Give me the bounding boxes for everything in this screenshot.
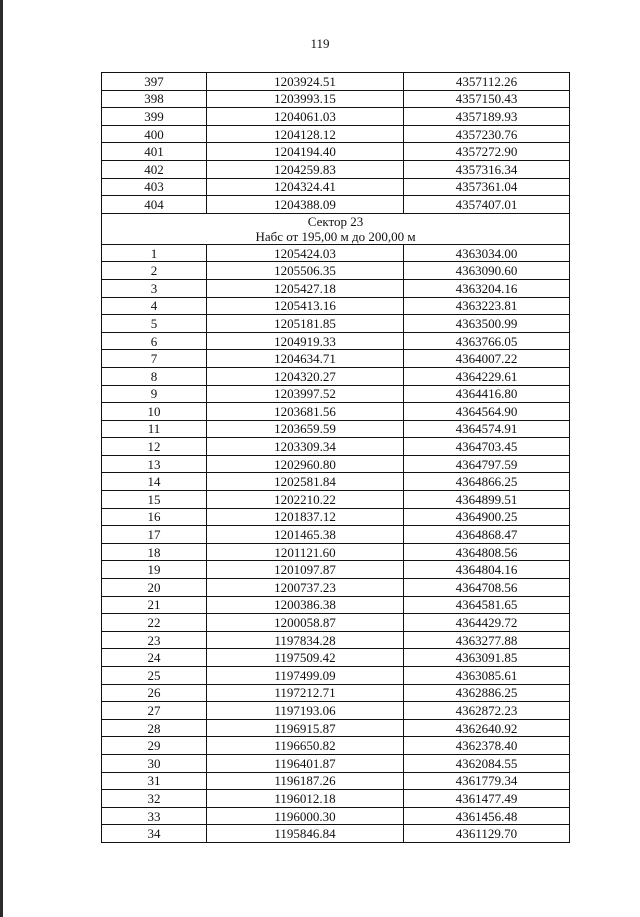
x-coordinate-cell: 1197499.09	[207, 667, 404, 685]
x-coordinate-cell: 1196915.87	[207, 719, 404, 737]
x-coordinate-cell: 1200737.23	[207, 579, 404, 597]
point-number-cell: 404	[102, 196, 207, 214]
table-row	[102, 403, 570, 421]
point-number-cell: 14	[102, 473, 207, 491]
x-coordinate-cell: 1204061.03	[207, 108, 404, 126]
y-coordinate-cell: 4361477.49	[404, 790, 570, 808]
point-number-cell: 4	[102, 297, 207, 315]
table-row	[102, 196, 570, 214]
y-coordinate-cell: 4357189.93	[404, 108, 570, 126]
sector-header-cell	[102, 213, 570, 244]
y-coordinate-cell: 4357316.34	[404, 160, 570, 178]
x-coordinate-cell: 1200386.38	[207, 596, 404, 614]
table-row	[102, 561, 570, 579]
x-coordinate-cell: 1204259.83	[207, 160, 404, 178]
x-coordinate-cell: 1196187.26	[207, 772, 404, 790]
table-row	[102, 143, 570, 161]
table-row	[102, 262, 570, 280]
x-coordinate-cell: 1204324.41	[207, 178, 404, 196]
y-coordinate-cell: 4364808.56	[404, 543, 570, 561]
point-number-cell: 1	[102, 244, 207, 262]
point-number-cell: 30	[102, 754, 207, 772]
sector-header-section	[102, 213, 570, 244]
y-coordinate-cell: 4364581.65	[404, 596, 570, 614]
x-coordinate-cell: 1201465.38	[207, 526, 404, 544]
point-number-cell: 17	[102, 526, 207, 544]
table-row	[102, 125, 570, 143]
point-number-cell: 20	[102, 579, 207, 597]
x-coordinate-cell: 1202210.22	[207, 491, 404, 509]
x-coordinate-cell: 1197509.42	[207, 649, 404, 667]
point-number-cell: 28	[102, 719, 207, 737]
y-coordinate-cell: 4363223.81	[404, 297, 570, 315]
table-row	[102, 508, 570, 526]
table-row	[102, 614, 570, 632]
x-coordinate-cell: 1196000.30	[207, 807, 404, 825]
point-number-cell: 403	[102, 178, 207, 196]
table-row	[102, 702, 570, 720]
y-coordinate-cell: 4363277.88	[404, 631, 570, 649]
point-number-cell: 25	[102, 667, 207, 685]
table-row	[102, 279, 570, 297]
x-coordinate-cell: 1197193.06	[207, 702, 404, 720]
y-coordinate-cell: 4363085.61	[404, 667, 570, 685]
table-row	[102, 332, 570, 350]
point-number-cell: 23	[102, 631, 207, 649]
point-number-cell: 11	[102, 420, 207, 438]
page-number: 119	[310, 36, 330, 51]
y-coordinate-cell: 4364574.91	[404, 420, 570, 438]
table-row	[102, 526, 570, 544]
y-coordinate-cell: 4357112.26	[404, 73, 570, 91]
x-coordinate-cell: 1203997.52	[207, 385, 404, 403]
table-row	[102, 807, 570, 825]
y-coordinate-cell: 4357361.04	[404, 178, 570, 196]
point-number-cell: 21	[102, 596, 207, 614]
x-coordinate-cell: 1202960.80	[207, 455, 404, 473]
x-coordinate-cell: 1196650.82	[207, 737, 404, 755]
point-number-cell: 19	[102, 561, 207, 579]
y-coordinate-cell: 4361779.34	[404, 772, 570, 790]
x-coordinate-cell: 1201097.87	[207, 561, 404, 579]
y-coordinate-cell: 4364708.56	[404, 579, 570, 597]
x-coordinate-cell: 1203681.56	[207, 403, 404, 421]
table-row	[102, 790, 570, 808]
sector-header-row	[102, 213, 570, 244]
table-row	[102, 667, 570, 685]
point-number-cell: 18	[102, 543, 207, 561]
point-number-cell: 34	[102, 825, 207, 843]
y-coordinate-cell: 4364866.25	[404, 473, 570, 491]
y-coordinate-cell: 4362640.92	[404, 719, 570, 737]
x-coordinate-cell: 1203309.34	[207, 438, 404, 456]
point-number-cell: 398	[102, 90, 207, 108]
table-row	[102, 737, 570, 755]
table-row	[102, 315, 570, 333]
x-coordinate-cell: 1200058.87	[207, 614, 404, 632]
point-number-cell: 402	[102, 160, 207, 178]
point-number-cell: 401	[102, 143, 207, 161]
x-coordinate-cell: 1204634.71	[207, 350, 404, 368]
table-row	[102, 160, 570, 178]
y-coordinate-cell: 4362378.40	[404, 737, 570, 755]
point-number-cell: 33	[102, 807, 207, 825]
y-coordinate-cell: 4364564.90	[404, 403, 570, 421]
y-coordinate-cell: 4364007.22	[404, 350, 570, 368]
y-coordinate-cell: 4363091.85	[404, 649, 570, 667]
y-coordinate-cell: 4364900.25	[404, 508, 570, 526]
x-coordinate-cell: 1203993.15	[207, 90, 404, 108]
x-coordinate-cell: 1204919.33	[207, 332, 404, 350]
x-coordinate-cell: 1205424.03	[207, 244, 404, 262]
x-coordinate-cell: 1203659.59	[207, 420, 404, 438]
point-number-cell: 27	[102, 702, 207, 720]
table-row	[102, 649, 570, 667]
table-row	[102, 385, 570, 403]
point-number-cell: 12	[102, 438, 207, 456]
point-number-cell: 9	[102, 385, 207, 403]
y-coordinate-cell: 4357272.90	[404, 143, 570, 161]
y-coordinate-cell: 4357230.76	[404, 125, 570, 143]
sector-range: Набс от 195,00 м до 200,00 м	[255, 228, 416, 244]
y-coordinate-cell: 4361129.70	[404, 825, 570, 843]
point-number-cell: 15	[102, 491, 207, 509]
x-coordinate-cell: 1196401.87	[207, 754, 404, 772]
table-row	[102, 244, 570, 262]
point-number-cell: 6	[102, 332, 207, 350]
x-coordinate-cell: 1204128.12	[207, 125, 404, 143]
y-coordinate-cell: 4363090.60	[404, 262, 570, 280]
point-number-cell: 397	[102, 73, 207, 91]
y-coordinate-cell: 4364804.16	[404, 561, 570, 579]
table-row	[102, 473, 570, 491]
point-number-cell: 10	[102, 403, 207, 421]
y-coordinate-cell: 4364797.59	[404, 455, 570, 473]
table-row	[102, 491, 570, 509]
y-coordinate-cell: 4362084.55	[404, 754, 570, 772]
point-number-cell: 400	[102, 125, 207, 143]
point-number-cell: 2	[102, 262, 207, 280]
x-coordinate-cell: 1204320.27	[207, 367, 404, 385]
x-coordinate-cell: 1196012.18	[207, 790, 404, 808]
y-coordinate-cell: 4364868.47	[404, 526, 570, 544]
table-row	[102, 579, 570, 597]
point-number-cell: 3	[102, 279, 207, 297]
x-coordinate-cell: 1201121.60	[207, 543, 404, 561]
y-coordinate-cell: 4357407.01	[404, 196, 570, 214]
x-coordinate-cell: 1203924.51	[207, 73, 404, 91]
table-row	[102, 719, 570, 737]
table-row	[102, 754, 570, 772]
point-number-cell: 32	[102, 790, 207, 808]
table-body-top	[102, 73, 570, 214]
point-number-cell: 7	[102, 350, 207, 368]
y-coordinate-cell: 4364899.51	[404, 491, 570, 509]
point-number-cell: 24	[102, 649, 207, 667]
point-number-cell: 5	[102, 315, 207, 333]
y-coordinate-cell: 4363766.05	[404, 332, 570, 350]
y-coordinate-cell: 4363204.16	[404, 279, 570, 297]
x-coordinate-cell: 1195846.84	[207, 825, 404, 843]
table-row	[102, 455, 570, 473]
y-coordinate-cell: 4364229.61	[404, 367, 570, 385]
sector-title: Сектор 23	[307, 213, 364, 229]
point-number-cell: 26	[102, 684, 207, 702]
y-coordinate-cell: 4363034.00	[404, 244, 570, 262]
table-row	[102, 631, 570, 649]
table-row	[102, 825, 570, 843]
x-coordinate-cell: 1205413.16	[207, 297, 404, 315]
x-coordinate-cell: 1205181.85	[207, 315, 404, 333]
table-row	[102, 367, 570, 385]
y-coordinate-cell: 4364429.72	[404, 614, 570, 632]
y-coordinate-cell: 4363500.99	[404, 315, 570, 333]
table-row	[102, 350, 570, 368]
y-coordinate-cell: 4362872.23	[404, 702, 570, 720]
point-number-cell: 13	[102, 455, 207, 473]
table-row	[102, 438, 570, 456]
table-row	[102, 772, 570, 790]
scan-edge	[0, 0, 3, 917]
point-number-cell: 399	[102, 108, 207, 126]
x-coordinate-cell: 1202581.84	[207, 473, 404, 491]
table-row	[102, 297, 570, 315]
x-coordinate-cell: 1205506.35	[207, 262, 404, 280]
x-coordinate-cell: 1197834.28	[207, 631, 404, 649]
point-number-cell: 31	[102, 772, 207, 790]
table-row	[102, 108, 570, 126]
point-number-cell: 22	[102, 614, 207, 632]
table-row	[102, 543, 570, 561]
table-row	[102, 90, 570, 108]
table-row	[102, 684, 570, 702]
table-row	[102, 73, 570, 91]
y-coordinate-cell: 4361456.48	[404, 807, 570, 825]
y-coordinate-cell: 4364703.45	[404, 438, 570, 456]
y-coordinate-cell: 4364416.80	[404, 385, 570, 403]
y-coordinate-cell: 4362886.25	[404, 684, 570, 702]
x-coordinate-cell: 1197212.71	[207, 684, 404, 702]
x-coordinate-cell: 1205427.18	[207, 279, 404, 297]
y-coordinate-cell: 4357150.43	[404, 90, 570, 108]
x-coordinate-cell: 1204388.09	[207, 196, 404, 214]
table-row	[102, 420, 570, 438]
table-row	[102, 178, 570, 196]
point-number-cell: 16	[102, 508, 207, 526]
table-row	[102, 596, 570, 614]
point-number-cell: 8	[102, 367, 207, 385]
x-coordinate-cell: 1201837.12	[207, 508, 404, 526]
x-coordinate-cell: 1204194.40	[207, 143, 404, 161]
coordinates-table	[101, 72, 570, 843]
table-body-bottom	[102, 244, 570, 842]
point-number-cell: 29	[102, 737, 207, 755]
